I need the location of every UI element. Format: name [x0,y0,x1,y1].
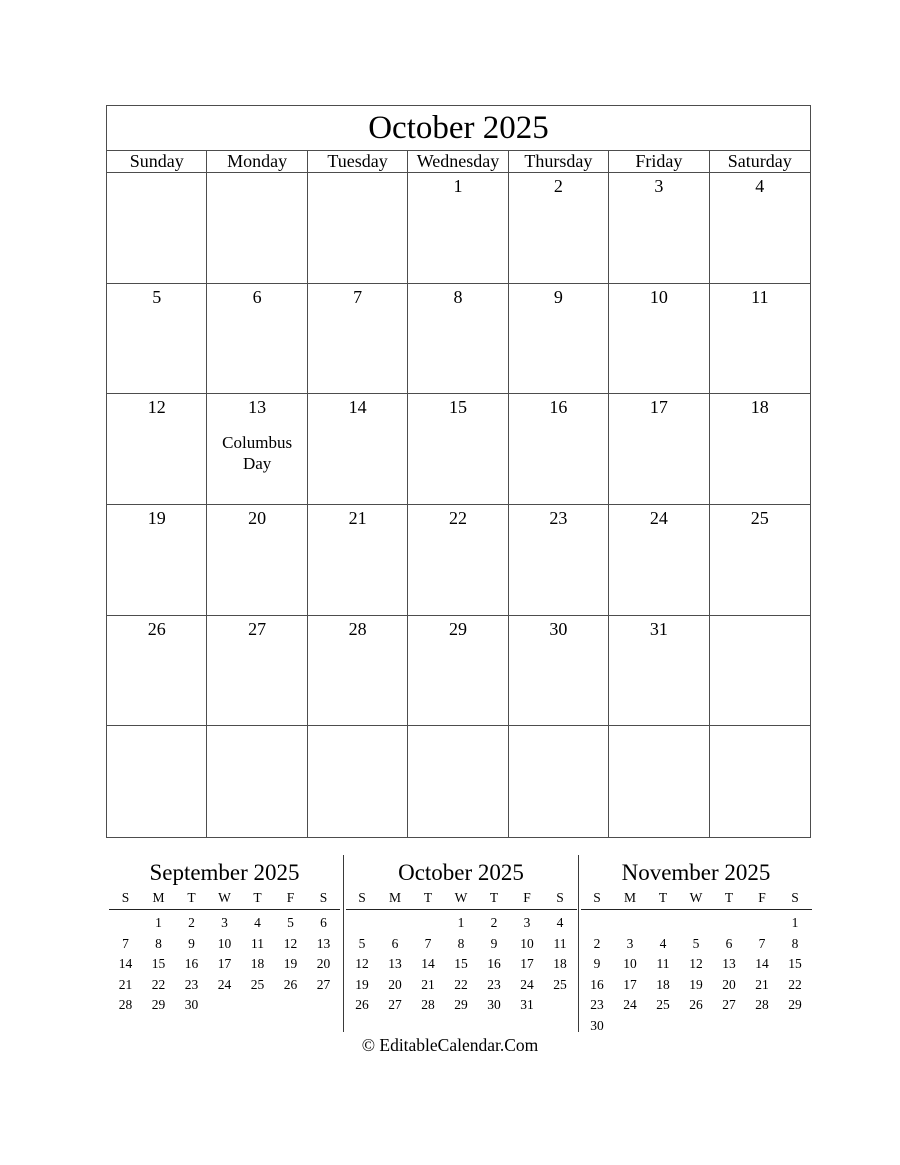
mini-date-cell: 6 [320,915,327,930]
mini-date-cell: 23 [487,976,501,992]
mini-date-cell: 19 [689,976,703,992]
mini-week-row [581,954,812,975]
mini-week-row [346,975,577,996]
mini-date-cell [647,1016,680,1037]
date-cell [609,394,709,505]
mini-date-cell: 31 [520,997,534,1012]
mini-date-cell: 27 [316,976,331,992]
mini-date-cell: 8 [155,935,162,951]
mini-date-cell: 13 [388,956,402,971]
mini-date-cell: 20 [316,956,331,971]
footer-credit: © EditableCalendar.Com [361,1035,539,1055]
date-cell [710,284,810,395]
day-header: Monday [207,151,307,172]
mini-day-header: W [689,890,703,905]
date-cell [207,505,307,616]
mini-date-cell: 8 [791,935,799,951]
mini-date-cell: 24 [520,976,534,992]
mini-date-cell: 12 [355,956,369,971]
mini-date-cell [208,995,241,1016]
date-cell [308,394,408,505]
mini-date-cell [581,913,614,934]
date-cell [408,616,508,727]
date-number: 1 [453,176,463,196]
mini-date-cell: 25 [250,976,265,992]
date-cell [609,505,709,616]
mini-date-cell: 18 [553,956,567,971]
mini-date-cell [746,1016,779,1037]
mini-date-cell: 24 [217,976,232,992]
main-calendar [106,105,811,838]
mini-date-cell: 25 [656,997,670,1012]
mini-date-cell: 7 [122,935,129,951]
mini-date-cell: 25 [553,976,567,992]
date-number: 23 [549,507,568,528]
date-cell [408,726,508,837]
mini-date-cell [274,995,307,1016]
mini-date-cell: 1 [155,915,162,930]
mini-date-cell: 18 [250,956,265,971]
date-number: 8 [453,286,463,307]
mini-calendar-grid [346,913,577,1016]
mini-date-cell: 5 [358,935,366,951]
day-header-row [107,151,810,173]
mini-week-row [346,995,577,1016]
mini-date-cell [713,913,746,934]
day-header: Friday [609,151,709,172]
mini-date-cell [241,995,274,1016]
mini-week-row [346,934,577,955]
date-number: 21 [348,507,367,528]
date-cell [107,394,207,505]
mini-date-cell [713,1016,746,1037]
date-cell [609,726,709,837]
mini-date-cell: 16 [590,976,604,992]
date-number: 2 [553,176,563,196]
calendar-grid [107,173,810,837]
mini-day-header: S [556,890,564,905]
date-number: 6 [252,286,262,307]
date-cell [609,173,709,284]
mini-date-cell: 1 [791,915,799,930]
mini-day-header: T [187,890,196,905]
mini-date-cell: 12 [689,956,703,971]
date-number: 25 [750,507,769,528]
mini-day-header: T [658,890,668,905]
mini-date-cell: 11 [553,935,567,951]
mini-calendar [106,855,343,1032]
mini-date-cell [307,995,340,1016]
mini-week-row [109,954,340,975]
mini-date-cell: 28 [755,997,769,1012]
mini-calendar-table [346,890,577,1016]
date-cell [710,173,810,284]
mini-day-header: S [319,890,328,905]
mini-date-cell: 30 [590,1017,604,1033]
holiday-label: Columbus Day [222,433,293,473]
mini-day-header: T [253,890,262,905]
mini-date-cell [647,913,680,934]
mini-day-header: W [454,890,468,905]
mini-date-cell: 14 [755,956,769,971]
mini-day-header: T [724,890,734,905]
mini-date-cell: 2 [593,935,601,951]
mini-date-cell: 10 [623,956,637,971]
mini-date-cell: 15 [454,956,468,971]
date-number: 11 [751,286,769,307]
date-cell [509,505,609,616]
mini-date-cell [680,913,713,934]
mini-date-cell: 17 [520,956,534,971]
mini-date-cell: 12 [283,935,298,951]
date-number: 24 [649,507,668,528]
mini-week-row [581,975,812,996]
mini-day-header: T [489,890,499,905]
mini-date-cell: 24 [623,997,637,1012]
mini-date-cell: 20 [388,976,402,992]
date-cell [509,616,609,727]
mini-date-cell: 20 [722,976,736,992]
mini-date-cell: 1 [457,915,465,930]
mini-date-cell: 28 [421,997,435,1012]
mini-date-cell: 21 [755,976,769,992]
date-number: 15 [448,397,467,418]
mini-week-row [581,1016,812,1037]
date-cell [710,726,810,837]
mini-date-cell: 26 [283,976,298,992]
mini-date-cell: 28 [118,997,133,1012]
mini-calendar-table [109,890,340,1016]
date-number: 4 [755,176,765,196]
mini-calendar-title: September 2025 [149,860,300,885]
date-number: 17 [649,397,668,418]
mini-date-cell [614,1016,647,1037]
date-number: 10 [649,286,668,307]
mini-week-row [109,934,340,955]
date-number: 30 [549,618,568,639]
date-number: 20 [248,507,267,528]
date-cell [308,173,408,284]
mini-date-cell: 4 [556,915,564,930]
mini-date-cell: 27 [722,997,736,1012]
date-cell [107,505,207,616]
date-cell [509,173,609,284]
mini-calendar-title: November 2025 [621,860,771,885]
date-cell [609,616,709,727]
mini-date-cell [680,1016,713,1037]
mini-date-cell: 21 [118,976,133,992]
mini-date-cell: 22 [454,976,468,992]
mini-date-cell: 29 [788,997,802,1012]
mini-date-cell: 5 [692,935,700,951]
mini-week-row [581,913,812,934]
mini-calendar-title: October 2025 [398,860,524,885]
date-number: 28 [348,618,367,639]
mini-date-cell: 10 [217,935,232,951]
mini-day-header: M [623,890,636,905]
mini-date-cell: 11 [656,956,670,971]
day-header: Wednesday [408,151,508,172]
mini-day-header: M [388,890,401,905]
date-number: 12 [147,397,166,418]
mini-date-cell [412,913,445,934]
mini-calendar [578,855,813,1032]
date-cell [308,284,408,395]
mini-date-cell: 11 [251,935,264,951]
mini-date-cell: 26 [689,997,703,1012]
date-number: 29 [448,618,467,639]
date-number: 16 [549,397,568,418]
date-cell [107,616,207,727]
date-cell [509,284,609,395]
date-number: 13 [248,397,267,418]
date-cell [207,726,307,837]
mini-date-cell [346,913,379,934]
mini-week-row [109,975,340,996]
mini-calendar-row [106,855,813,1032]
date-cell [107,284,207,395]
mini-date-cell: 3 [221,915,228,930]
date-number: 22 [448,507,467,528]
date-cell [710,505,810,616]
mini-calendar-table [581,890,812,1036]
date-number: 14 [348,397,367,418]
mini-date-cell: 14 [118,956,133,971]
mini-date-cell: 6 [725,935,733,951]
mini-date-cell: 9 [188,935,195,951]
mini-date-cell: 9 [490,935,498,951]
date-number: 31 [649,618,668,639]
day-header: Saturday [727,151,792,171]
mini-date-cell: 7 [758,935,766,951]
date-cell [509,726,609,837]
mini-day-header-row [581,890,812,910]
date-cell [710,394,810,505]
date-cell [710,616,810,727]
mini-date-cell: 17 [623,976,637,992]
date-number: 9 [553,286,563,307]
mini-date-cell: 9 [593,956,601,971]
date-number: 27 [248,618,267,639]
mini-week-row [109,913,340,934]
day-header: Sunday [107,151,207,172]
mini-date-cell: 30 [487,997,501,1012]
mini-date-cell: 29 [454,997,468,1012]
mini-week-row [581,934,812,955]
mini-day-header-row [109,890,340,910]
mini-date-cell: 29 [151,997,166,1012]
date-number: 5 [152,286,162,307]
mini-day-header: F [523,890,531,905]
mini-week-row [109,995,340,1016]
date-cell [308,505,408,616]
date-cell [408,394,508,505]
mini-date-cell: 14 [421,956,435,971]
date-number: 7 [353,286,363,307]
mini-date-cell: 15 [788,956,802,971]
mini-date-cell: 17 [217,956,232,971]
mini-calendar [343,855,578,1032]
date-cell [408,173,508,284]
mini-day-header: S [791,890,799,905]
mini-date-cell: 3 [626,935,634,951]
mini-date-cell: 13 [316,935,331,951]
date-number: 26 [147,618,166,639]
mini-date-cell [614,913,647,934]
mini-date-cell: 8 [457,935,465,951]
mini-date-cell: 26 [355,997,369,1012]
mini-date-cell [379,913,412,934]
mini-week-row [346,954,577,975]
mini-day-header: T [423,890,433,905]
day-header: Tuesday [308,151,408,172]
date-number: 19 [147,507,166,528]
date-cell [107,726,207,837]
mini-day-header: F [758,890,766,905]
date-cell [609,284,709,395]
date-cell [207,616,307,727]
date-cell [408,505,508,616]
mini-date-cell: 6 [391,935,399,951]
mini-date-cell: 2 [490,915,498,930]
mini-date-cell: 5 [287,915,294,930]
mini-day-header-row [346,890,577,910]
mini-date-cell: 13 [722,956,736,971]
mini-date-cell: 16 [487,956,501,971]
mini-date-cell: 7 [424,935,432,951]
mini-date-cell: 19 [283,956,298,971]
mini-day-header: S [593,890,601,905]
mini-date-cell: 18 [656,976,670,992]
calendar-month-title: October 2025 [107,106,810,151]
mini-date-cell: 23 [184,976,199,992]
mini-date-cell: 4 [254,915,261,930]
date-cell [207,173,307,284]
mini-date-cell: 3 [523,915,531,930]
mini-week-row [581,995,812,1016]
mini-calendar-grid [581,913,812,1036]
mini-date-cell: 19 [355,976,369,992]
day-header: Thursday [509,151,609,172]
mini-date-cell [746,913,779,934]
mini-date-cell: 27 [388,997,402,1012]
date-cell [207,284,307,395]
mini-date-cell: 21 [421,976,435,992]
mini-day-header: F [286,890,295,905]
mini-date-cell [544,995,577,1016]
mini-date-cell: 16 [184,956,199,971]
mini-date-cell: 30 [184,997,199,1012]
mini-calendar-grid [109,913,340,1016]
mini-date-cell [779,1016,812,1037]
mini-date-cell: 23 [590,997,604,1012]
mini-date-cell: 4 [659,935,667,951]
date-cell [207,394,307,505]
date-number: 18 [750,397,769,418]
mini-day-header: S [121,890,130,905]
mini-date-cell: 22 [151,976,166,992]
date-number: 3 [654,176,664,196]
mini-day-header: S [358,890,366,905]
mini-week-row [346,913,577,934]
mini-day-header: M [152,890,165,905]
mini-date-cell [109,913,142,934]
mini-day-header: W [218,890,231,905]
mini-date-cell: 15 [151,956,166,971]
date-cell [107,173,207,284]
mini-date-cell: 10 [520,935,534,951]
date-cell [408,284,508,395]
date-cell [509,394,609,505]
date-cell [308,616,408,727]
mini-date-cell: 2 [188,915,195,930]
date-cell [308,726,408,837]
mini-date-cell: 22 [788,976,802,992]
